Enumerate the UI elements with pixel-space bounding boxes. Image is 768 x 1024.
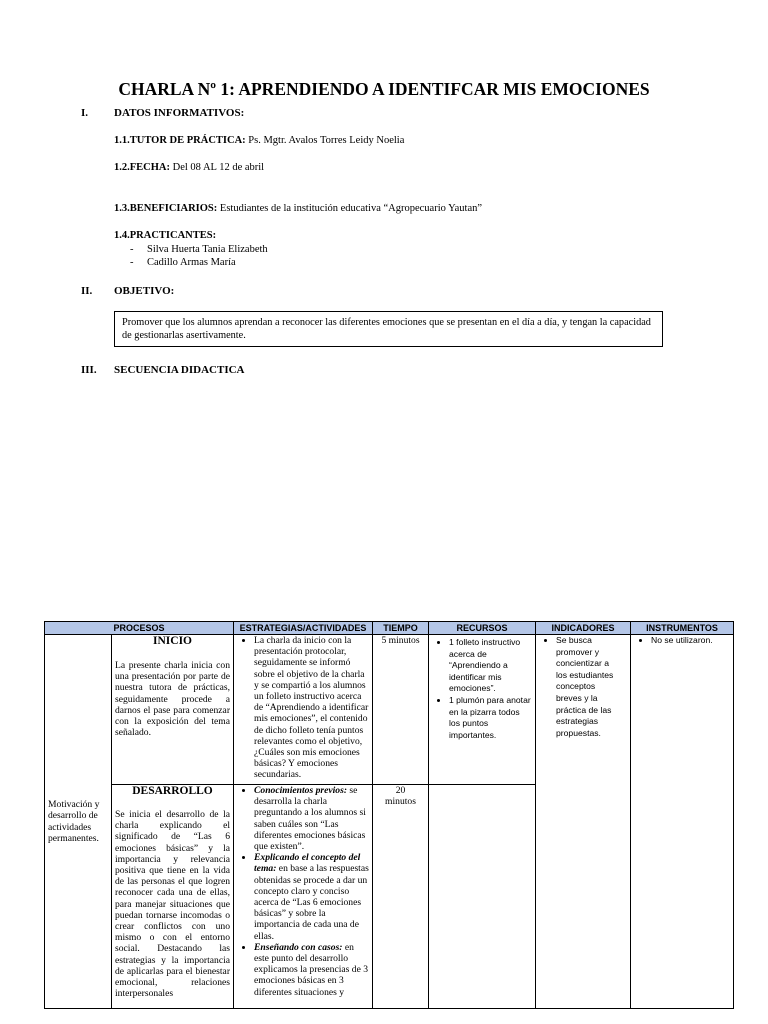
desarrollo-recursos-cell	[429, 785, 536, 1009]
practicante-name: Silva Huerta Tania Elizabeth	[147, 244, 268, 255]
practicantes-label: 1.4.PRACTICANTES:	[114, 230, 217, 241]
section-heading: SECUENCIA DIDACTICA	[114, 364, 245, 376]
header-instrumentos: INSTRUMENTOS	[631, 622, 734, 635]
objetivo-box: Promover que los alumnos aprendan a reconocer las diferentes emociones que se presentan en el día a día, y tengan la capacidad de gestionarlas asertivamente.	[114, 311, 663, 347]
page-title: CHARLA Nº 1: APRENDIENDO A IDENTIFCAR MIS EMOCIONES	[118, 79, 650, 99]
desarrollo-estrategia-cell	[234, 785, 373, 1009]
table-header-row	[45, 622, 734, 635]
instrumento-item: • No se utilizaron.	[651, 635, 725, 647]
inicio-text: La presente charla inicia con una presentación por parte de nuestra tutora de prácticas, seguidamente procede a darnos el pase para comenzar con la exposición del tema señalado.	[115, 660, 231, 739]
header-estrategias: ESTRATEGIAS/ACTIVIDADES	[234, 622, 373, 635]
desarrollo-title: DESARROLLO	[132, 785, 213, 797]
section-heading: DATOS INFORMATIVOS:	[114, 107, 245, 119]
recurso-item: • 1 plumón para anotar en la pizarra todos los puntos importantes.	[449, 695, 532, 741]
desarrollo-proceso-cell	[112, 785, 234, 1009]
indicador-item: • Se busca promover y concientizar a los estudiantes conceptos breves y la práctica de las estrategias propuestas.	[556, 635, 622, 739]
inicio-proceso-cell	[112, 635, 234, 785]
practicante-item	[130, 257, 236, 268]
section-number: III.	[81, 364, 97, 376]
section-number: II.	[81, 285, 93, 297]
beneficiarios-label: 1.3.BENEFICIARIOS:	[114, 203, 218, 214]
desarrollo-tiempo-cell	[373, 785, 429, 1009]
tutor-label: 1.1.TUTOR DE PRÁCTICA:	[114, 135, 246, 146]
item-body: se desarrolla la charla preguntando a los alumnos si saben cuáles son “Las diferentes emociones básicas que existen”.	[254, 785, 366, 853]
inicio-title: INICIO	[153, 635, 192, 647]
tutor-line	[114, 135, 404, 146]
item-heading: Enseñando con casos:	[254, 941, 343, 953]
inicio-estrategia-cell	[234, 635, 373, 785]
dash-marker: -	[130, 244, 134, 255]
tutor-value: Ps. Mgtr. Avalos Torres Leidy Noelia	[245, 135, 405, 146]
section-number: I.	[81, 107, 89, 119]
row-label-motivacion: Motivación y desarrollo de actividades permanentes.	[45, 635, 112, 1009]
inicio-tiempo: 5 minutos	[381, 635, 420, 646]
header-procesos: PROCESOS	[45, 622, 234, 635]
section-heading: OBJETIVO:	[114, 285, 175, 297]
indicadores-cell	[536, 635, 631, 1009]
desarrollo-item	[254, 785, 370, 852]
desarrollo-item	[254, 852, 370, 942]
inicio-tiempo-cell	[373, 635, 429, 785]
desarrollo-tiempo: 20 minutos	[385, 785, 416, 808]
recurso-item: • 1 folleto instructivo acerca de “Aprendiendo a identificar mis emociones”.	[449, 637, 532, 695]
desarrollo-item	[254, 942, 370, 998]
item-body: en este punto del desarrollo explicamos la presencias de 3 emociones básicas en 3 diferentes situaciones y	[254, 941, 369, 998]
header-indicadores: INDICADORES	[536, 622, 631, 635]
instrumentos-cell	[631, 635, 734, 1009]
header-tiempo: TIEMPO	[373, 622, 429, 635]
fecha-label: 1.2.FECHA:	[114, 162, 170, 173]
beneficiarios-line	[114, 203, 482, 214]
fecha-line	[114, 162, 264, 173]
practicante-item	[130, 244, 268, 255]
beneficiarios-value: Estudiantes de la institución educativa “Agropecuario Yautan”	[217, 203, 483, 214]
practicantes-line	[114, 230, 216, 241]
inicio-recursos-cell	[429, 635, 536, 785]
dash-marker: -	[130, 257, 134, 268]
header-recursos: RECURSOS	[429, 622, 536, 635]
secuencia-table	[44, 621, 734, 1009]
desarrollo-text: Se inicia el desarrollo de la charla explicando el significado de “Las 6 emociones básicas” y la importancia y relevancia positiva que tiene en la vida de las personas el que logren reconocer cada una de ellas, para manejar situaciones que puedan tornarse incomodas o crear conflictos con uno mismo o con el entorno social. Destacando las estrategias y la importancia de aplicarlas para el bienestar emocional, relaciones interpersonales	[115, 809, 231, 1000]
inicio-estrategia-item: • La charla da inicio con la presentación protocolar, seguidamente se informó sobre el objetivo de la charla y se compartió a los alumnos un folleto instructivo acerca de “Aprendiendo a identificar mis emociones”, el contenido de dicho folleto tenía puntos relevantes como el objetivo, ¿Cuáles son mis emociones básicas? Y emociones secundarias.	[254, 635, 370, 781]
item-heading: Explicando el concepto del tema:	[254, 852, 361, 875]
fecha-value: Del 08 AL 12 de abril	[170, 162, 265, 173]
item-heading: Conocimientos previos:	[254, 785, 348, 796]
practicante-name: Cadillo Armas María	[147, 257, 236, 268]
table-row-inicio	[45, 635, 734, 785]
item-body: en base a las respuestas obtenidas se procede a dar un concepto claro y conciso acerca de “Las 6 emociones básicas” y sobre la importancia de cada una de ellas.	[254, 863, 369, 942]
